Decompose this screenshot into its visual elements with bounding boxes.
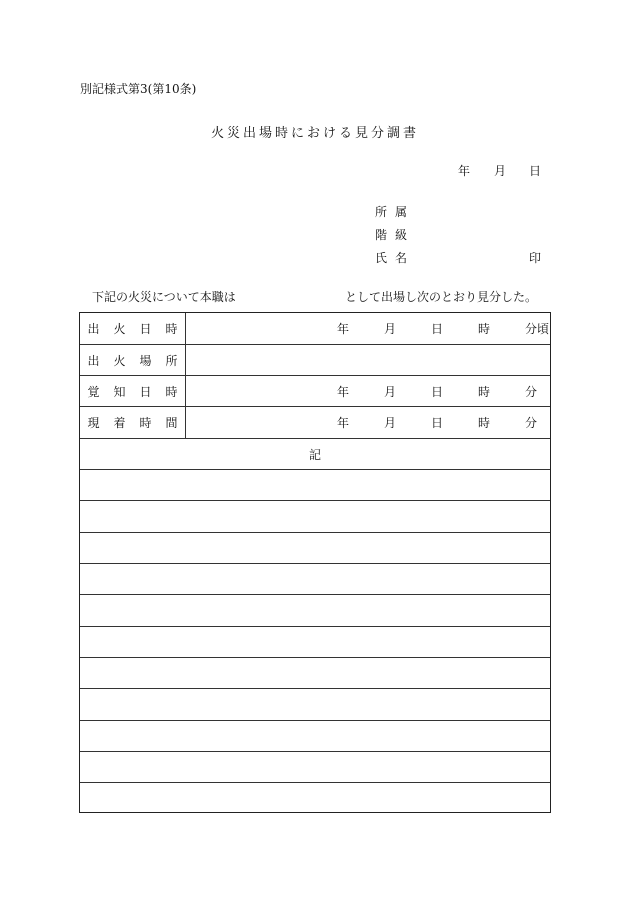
unit-minute[interactable]: 分 — [525, 384, 538, 399]
note-line[interactable] — [80, 627, 550, 658]
row-label: 出火場所 — [87, 353, 192, 368]
note-line[interactable] — [80, 564, 550, 595]
unit-hour[interactable]: 時 — [478, 322, 491, 336]
row-label: 出火日時 — [87, 322, 192, 336]
note-line[interactable] — [80, 501, 550, 533]
report-table — [79, 312, 551, 813]
unit-year[interactable]: 年 — [337, 416, 350, 430]
document-title: 火災出場時における見分調書 — [210, 126, 419, 141]
note-line[interactable] — [80, 658, 550, 689]
note-line[interactable] — [80, 595, 550, 627]
row-label-cell — [80, 376, 192, 406]
unit-day[interactable]: 日 — [431, 416, 444, 430]
table-row-outbreak-location[interactable] — [80, 345, 550, 376]
date-year-field[interactable]: 年 — [458, 164, 471, 178]
row-label-cell — [80, 345, 192, 375]
intro-text-left: 下記の火災について本職は — [92, 290, 236, 304]
note-line[interactable] — [80, 752, 550, 783]
row-label-cell — [80, 313, 192, 344]
note-line[interactable] — [80, 783, 550, 812]
note-line[interactable] — [80, 470, 550, 501]
date-month-field[interactable]: 月 — [494, 164, 507, 178]
name-label: 氏名 — [375, 251, 416, 265]
form-reference: 別記様式第3(第10条) — [80, 82, 197, 96]
unit-month[interactable]: 月 — [384, 384, 397, 399]
note-line[interactable] — [80, 533, 550, 564]
unit-year[interactable]: 年 — [337, 384, 350, 399]
notes-heading-row — [80, 439, 550, 470]
intro-text-right: として出場し次のとおり見分した。 — [345, 290, 538, 304]
unit-hour[interactable]: 時 — [478, 384, 491, 399]
note-line[interactable] — [80, 689, 550, 721]
row-label-cell — [80, 407, 192, 438]
rank-label: 階級 — [375, 228, 416, 242]
note-line[interactable] — [80, 721, 550, 752]
unit-day[interactable]: 日 — [431, 322, 444, 336]
row-label: 現着時間 — [87, 416, 192, 430]
table-row-outbreak-datetime — [80, 313, 550, 345]
unit-hour[interactable]: 時 — [478, 416, 491, 430]
affiliation-label: 所属 — [375, 205, 416, 219]
unit-minute[interactable]: 分 — [525, 416, 538, 430]
table-row-awareness-datetime — [80, 376, 550, 407]
unit-minute-approx[interactable]: 分頃 — [525, 322, 550, 336]
seal-mark: 印 — [529, 251, 542, 265]
table-row-arrival-time — [80, 407, 550, 439]
unit-year[interactable]: 年 — [337, 322, 350, 336]
notes-heading: 記 — [308, 447, 321, 462]
row-label: 覚知日時 — [87, 384, 192, 399]
unit-month[interactable]: 月 — [384, 416, 397, 430]
unit-day[interactable]: 日 — [431, 384, 444, 399]
unit-month[interactable]: 月 — [384, 322, 397, 336]
date-day-field[interactable]: 日 — [529, 164, 542, 178]
